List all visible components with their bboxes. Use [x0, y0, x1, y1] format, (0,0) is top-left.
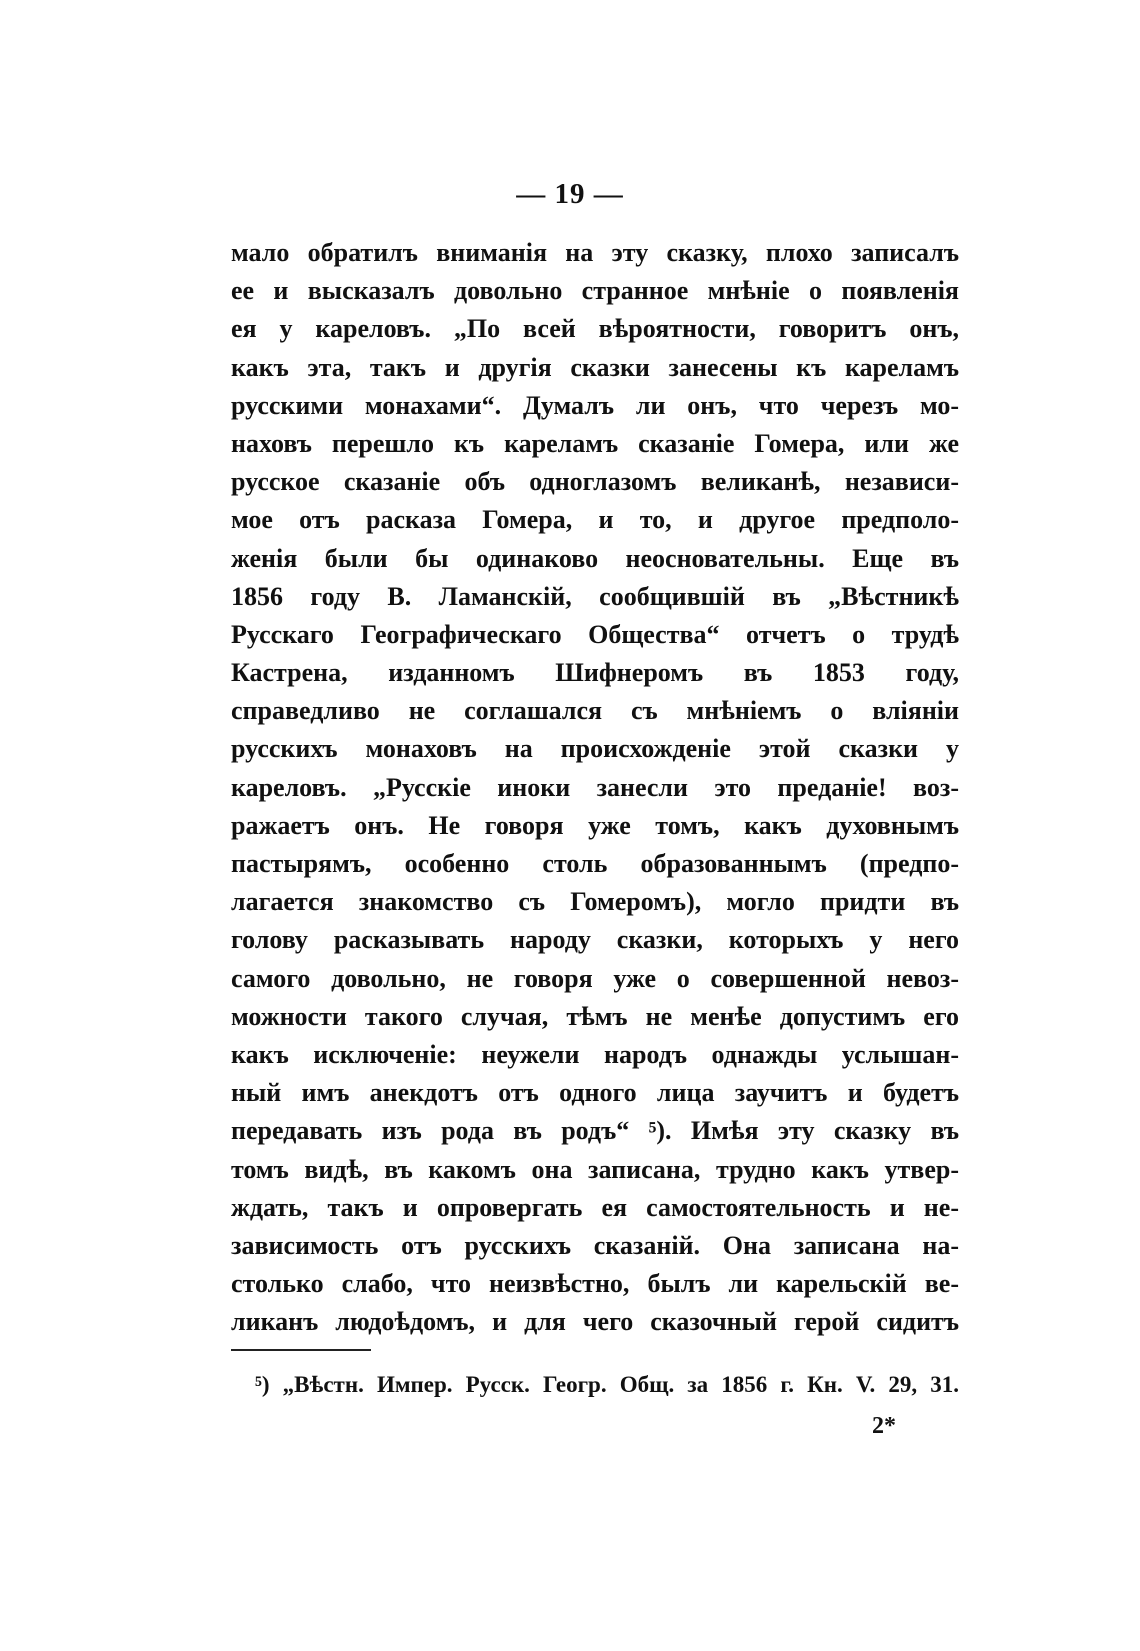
- text-line: мое отъ расказа Гомера, и то, и другое предполо-: [231, 505, 959, 535]
- text-line: наховъ перешло къ кареламъ сказаніе Гомера, или же: [231, 428, 959, 458]
- text-line: ликанъ людоѣдомъ, и для чего сказочный герой сидитъ: [231, 1307, 959, 1337]
- text-line: ный имъ анекдотъ отъ одного лица заучитъ и будетъ: [231, 1078, 959, 1108]
- text-line: ея у кареловъ. „По всей вѣроятности, говоритъ онъ,: [231, 314, 959, 344]
- text-line: самого довольно, не говоря уже о совершенной невоз-: [231, 963, 959, 993]
- text-line: передавать изъ рода въ родъ“ ⁵). Имѣя эту сказку въ: [231, 1116, 959, 1146]
- text-line: какъ исключеніе: неужели народъ однажды услышан-: [231, 1039, 959, 1069]
- text-line: ждать, такъ и опровергать ея самостоятельность и не-: [231, 1192, 959, 1222]
- footnote: ⁵) „Вѣстн. Импер. Русск. Геогр. Общ. за 1856 г. Кн. V. 29, 31.: [255, 1372, 959, 1397]
- text-line: томъ видѣ, въ какомъ она записана, трудно какъ утвер-: [231, 1154, 959, 1184]
- text-line: 1856 году В. Ламанскій, сообщившій въ „Вѣстникѣ: [231, 581, 959, 611]
- text-line: русскихъ монаховъ на происхожденіе этой сказки у: [231, 734, 959, 764]
- text-line: столько слабо, что неизвѣстно, былъ ли карельскій ве-: [231, 1269, 959, 1299]
- text-line: пастырямъ, особенно столь образованнымъ (предпо-: [231, 849, 959, 878]
- text-line: ее и высказалъ довольно странное мнѣніе о появленія: [231, 276, 959, 306]
- text-line: можности такого случая, тѣмъ не менѣе допустимъ его: [231, 1001, 959, 1031]
- page-number: — 19 —: [516, 178, 624, 210]
- text-line: кареловъ. „Русскіе иноки занесли это преданіе! воз-: [231, 772, 959, 802]
- text-line: какъ эта, такъ и другія сказки занесены къ кареламъ: [231, 352, 959, 382]
- printer-signature-mark: 2*: [872, 1413, 896, 1439]
- text-line: справедливо не соглашался съ мнѣніемъ о вліяніи: [231, 696, 959, 726]
- text-line: мало обратилъ вниманія на эту сказку, плохо записалъ: [231, 238, 959, 267]
- text-line: женія были бы одинаково неосновательны. Еще въ: [231, 543, 959, 573]
- text-line: русскими монахами“. Думалъ ли онъ, что черезъ мо-: [231, 390, 959, 420]
- text-line: Кастрена, изданномъ Шифнеромъ въ 1853 году,: [231, 658, 959, 688]
- text-line: зависимость отъ русскихъ сказаній. Она записана на-: [231, 1230, 959, 1260]
- footnote-divider: [231, 1349, 371, 1351]
- text-line: ражаетъ онъ. Не говоря уже томъ, какъ духовнымъ: [231, 810, 959, 840]
- text-line: Русскаго Географическаго Общества“ отчетъ о трудѣ: [231, 619, 959, 649]
- text-line: голову расказывать народу сказки, которыхъ у него: [231, 925, 959, 955]
- body-text: [231, 234, 959, 1341]
- text-line: лагается знакомство съ Гомеромъ), могло придти въ: [231, 887, 959, 917]
- text-line: русское сказаніе объ одноглазомъ великанѣ, независи-: [231, 467, 959, 497]
